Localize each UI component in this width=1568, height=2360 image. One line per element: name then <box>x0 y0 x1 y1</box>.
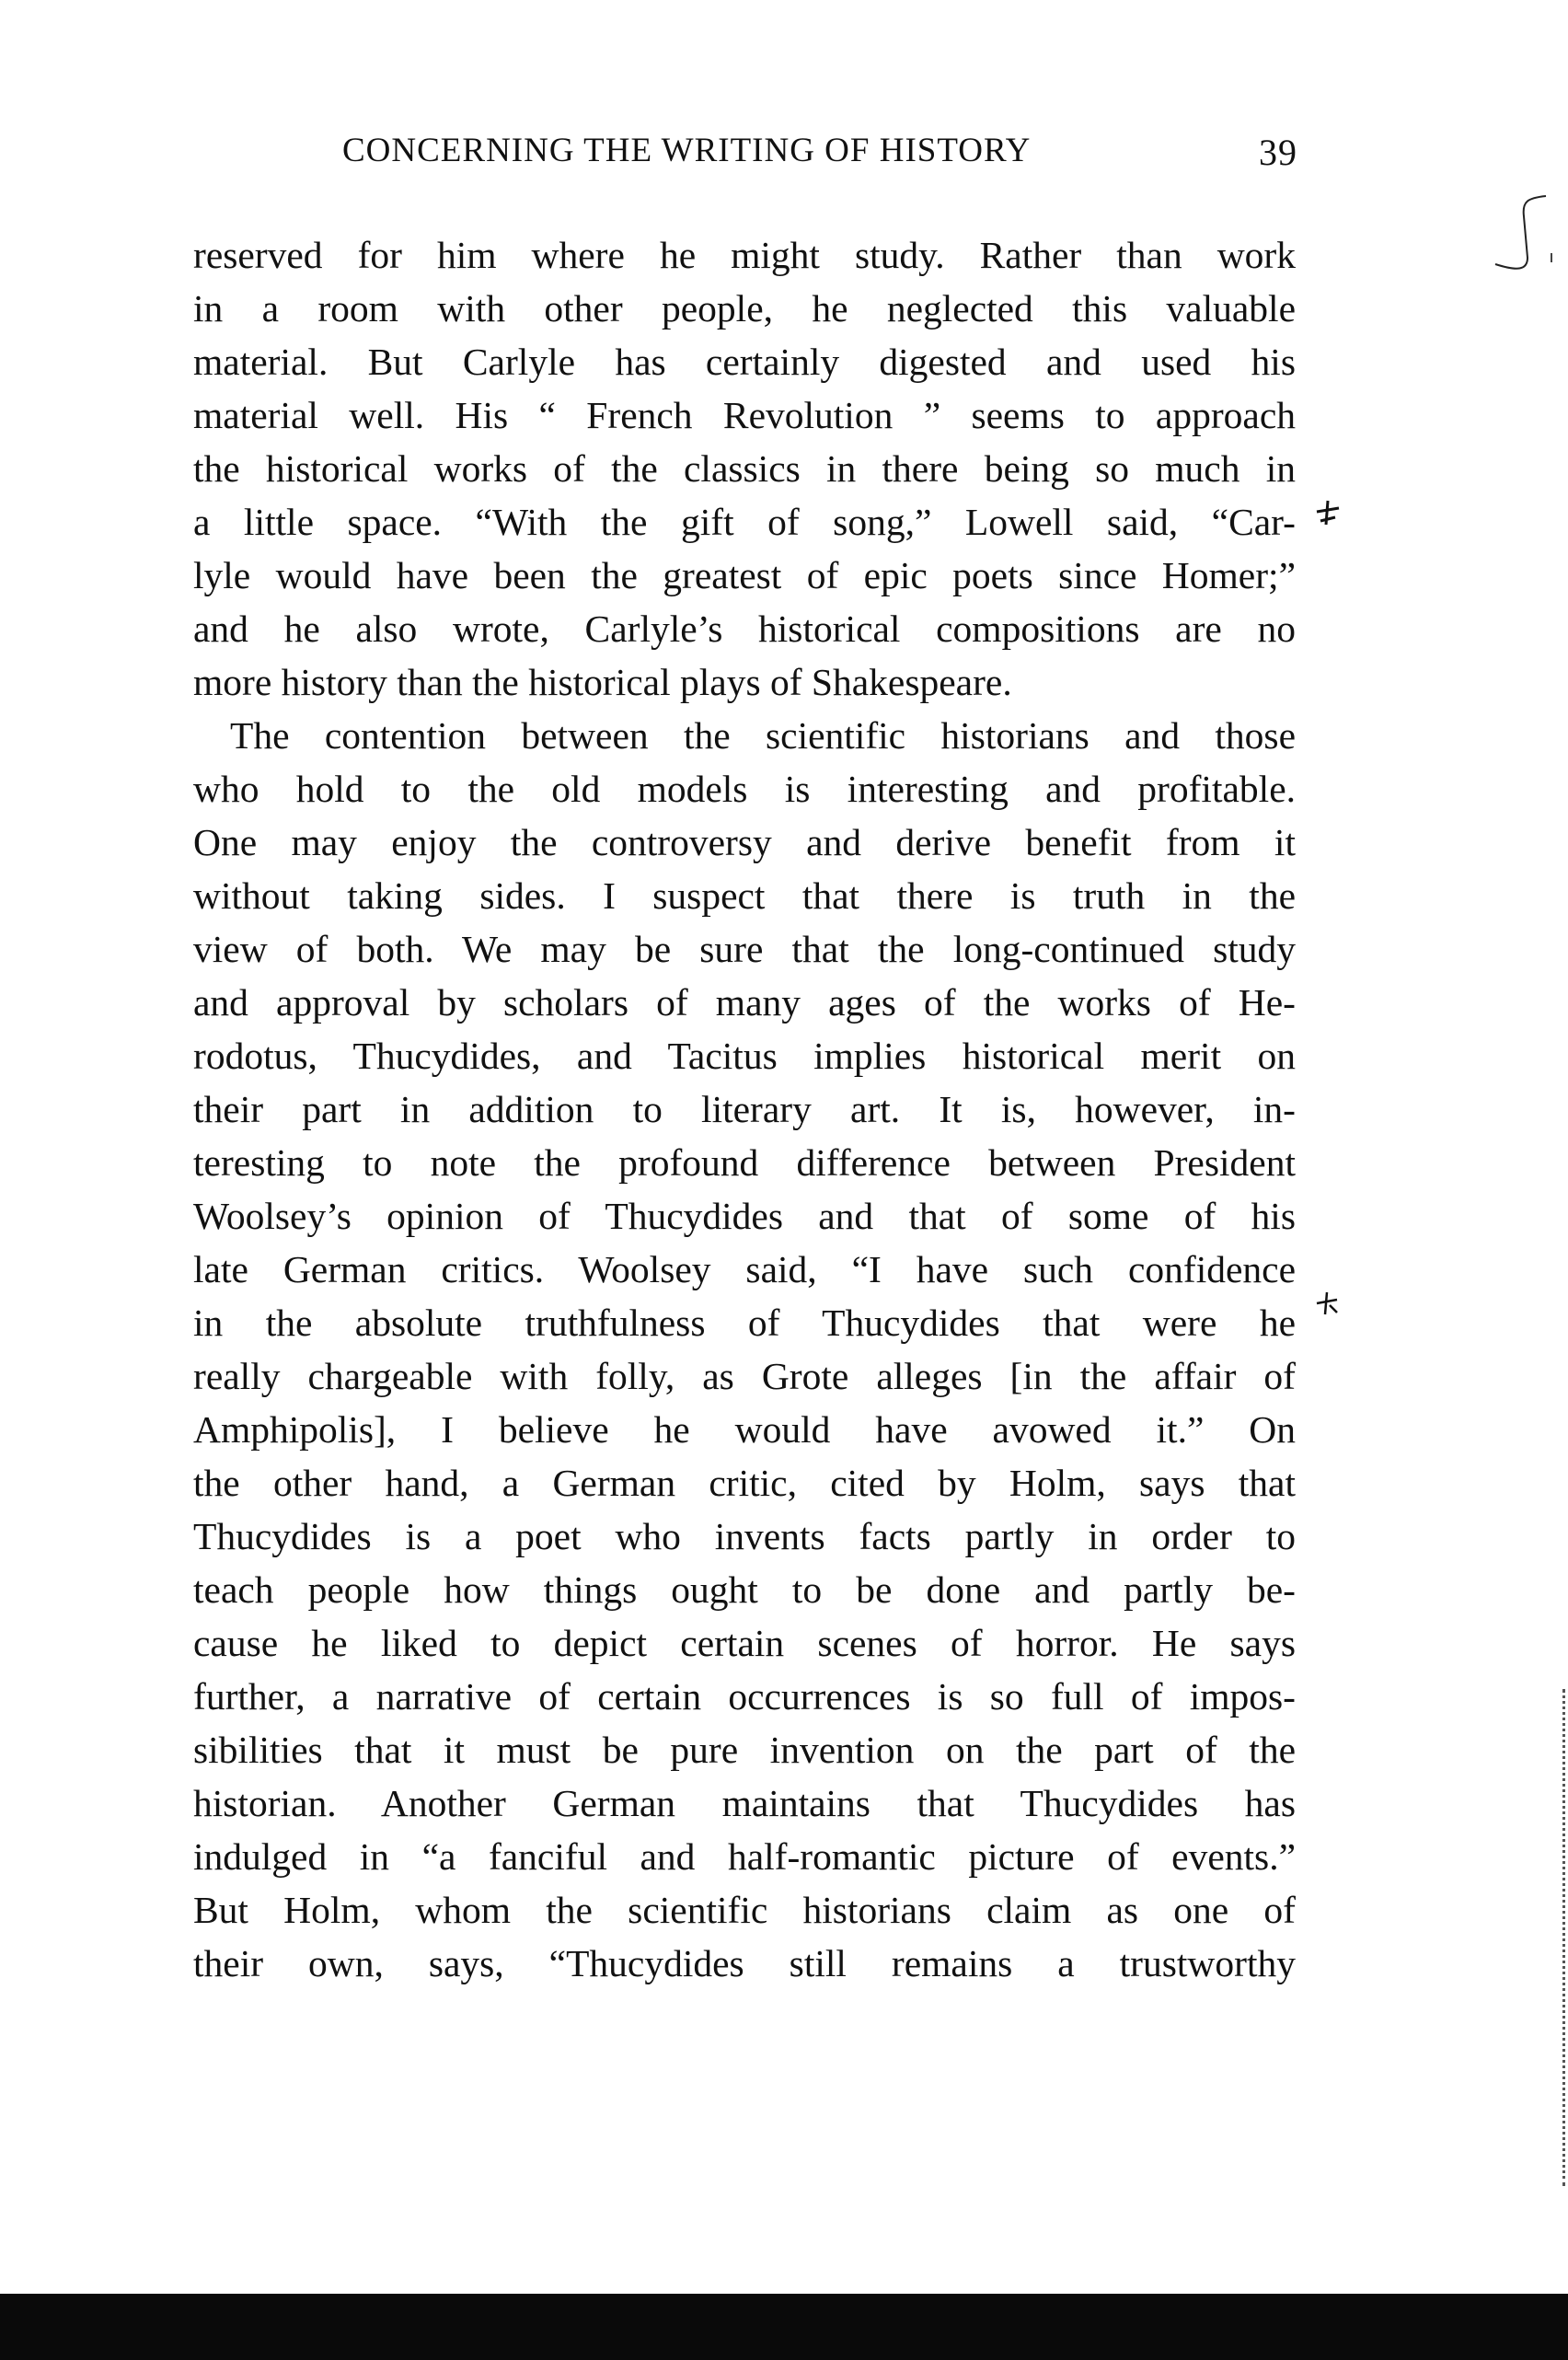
text-line: sibilities that it must be pure invention on the part of the <box>193 1729 1296 1771</box>
text-line: late German critics. Woolsey said, “I have such confidence <box>193 1248 1296 1290</box>
text-line: the other hand, a German critic, cited by Holm, says that <box>193 1462 1296 1504</box>
text-line: teresting to note the profound difference between President <box>193 1141 1296 1184</box>
text-line: indulged in “a fanciful and half-romantic picture of events.” <box>193 1835 1296 1878</box>
text-line: material. But Carlyle has certainly digested and used his <box>193 341 1296 383</box>
text-line: Thucydides is a poet who invents facts partly in order to <box>193 1515 1296 1557</box>
text-line: their own, says, “Thucydides still remains a trustworthy <box>193 1942 1296 1984</box>
text-line: in a room with other people, he neglected this valuable <box>193 287 1296 330</box>
text-line: really chargeable with folly, as Grote alleges [in the affair of <box>193 1355 1296 1397</box>
pencil-s-mark <box>1491 189 1555 281</box>
text-line: Amphipolis], I believe he would have avowed it.” On <box>193 1408 1296 1451</box>
text-line: Woolsey’s opinion of Thucydides and that of some of his <box>193 1195 1296 1237</box>
text-line: view of both. We may be sure that the long-continued study <box>193 928 1296 970</box>
body-text <box>193 228 1296 1990</box>
cross-mark-icon <box>1311 497 1343 528</box>
scan-bottom-edge <box>0 2294 1568 2360</box>
text-line: But Holm, whom the scientific historians claim as one of <box>193 1889 1296 1931</box>
text-line: further, a narrative of certain occurrences is so full of impos- <box>193 1675 1296 1718</box>
text-line: a little space. “With the gift of song,” Lowell said, “Car- <box>193 501 1296 543</box>
text-line: material well. His “ French Revolution ” seems to approach <box>193 394 1296 436</box>
text-line: more history than the historical plays of Shakespeare. <box>193 661 1012 703</box>
text-line: reserved for him where he might study. Rather than work <box>193 234 1296 276</box>
text-line: without taking sides. I suspect that there is truth in the <box>193 874 1296 917</box>
text-line: their part in addition to literary art. It is, however, in- <box>193 1088 1296 1130</box>
text-line: lyle would have been the greatest of epic poets since Homer;” <box>193 554 1296 596</box>
running-header <box>193 131 1297 186</box>
text-line: teach people how things ought to be done and partly be- <box>193 1568 1296 1611</box>
running-title: CONCERNING THE WRITING OF HISTORY <box>342 132 1032 169</box>
text-line: The contention between the scientific historians and those <box>230 714 1296 757</box>
cross-mark-icon <box>1311 1287 1343 1318</box>
text-line: rodotus, Thucydides, and Tacitus implies historical merit on <box>193 1035 1296 1077</box>
text-line: the historical works of the classics in there being so much in <box>193 447 1296 490</box>
page-number: 39 <box>1259 132 1297 173</box>
page-edge-dots <box>1562 1689 1565 2186</box>
text-line: in the absolute truthfulness of Thucydides that were he <box>193 1301 1296 1344</box>
text-line: and he also wrote, Carlyle’s historical compositions are no <box>193 607 1296 650</box>
text-line: cause he liked to depict certain scenes of horror. He says <box>193 1622 1296 1664</box>
text-line: historian. Another German maintains that Thucydides has <box>193 1782 1296 1824</box>
text-line: and approval by scholars of many ages of the works of He- <box>193 981 1296 1024</box>
text-line: who hold to the old models is interesting and profitable. <box>193 768 1296 810</box>
text-line: One may enjoy the controversy and derive benefit from it <box>193 821 1296 863</box>
